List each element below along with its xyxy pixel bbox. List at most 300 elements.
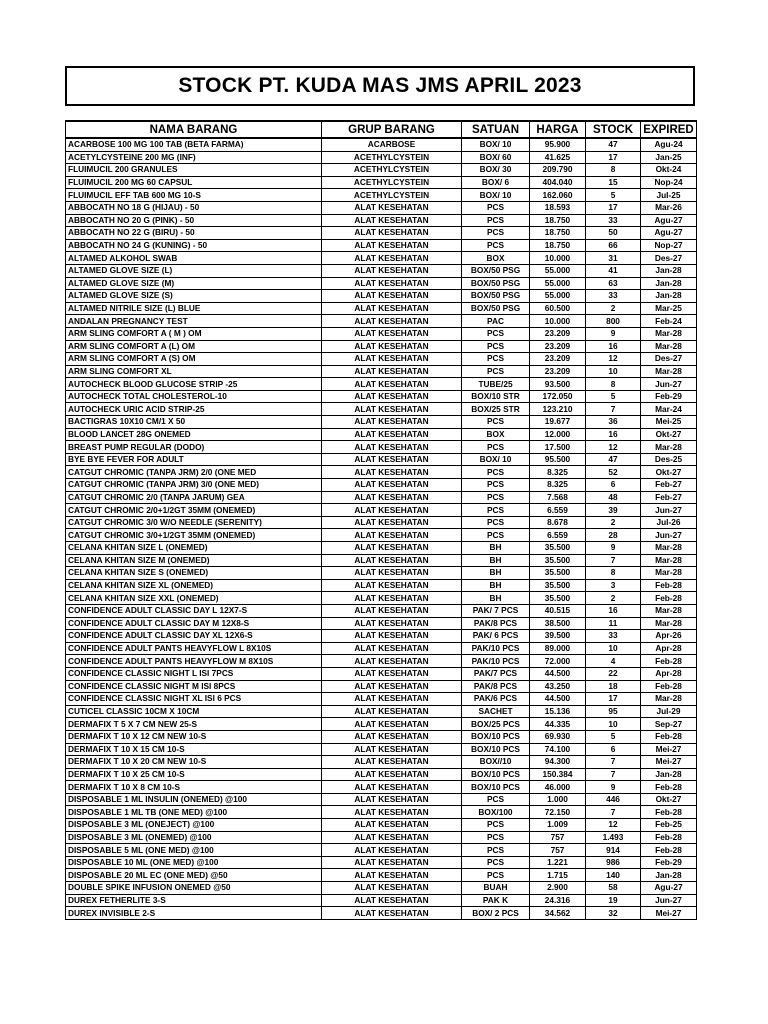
cell-grup-barang: ALAT KESEHATAN [322, 743, 462, 756]
cell-harga: 35.500 [530, 542, 586, 555]
cell-harga: 123.210 [530, 403, 586, 416]
cell-harga: 7.568 [530, 491, 586, 504]
cell-harga: 24.316 [530, 894, 586, 907]
header-grup-barang: GRUP BARANG [322, 121, 462, 138]
cell-grup-barang: ALAT KESEHATAN [322, 882, 462, 895]
cell-harga: 23.209 [530, 353, 586, 366]
table-row [66, 201, 697, 214]
cell-expired: Mar-28 [641, 327, 697, 340]
cell-harga: 74.100 [530, 743, 586, 756]
cell-stock: 12 [586, 819, 641, 832]
table-row [66, 680, 697, 693]
cell-satuan: BH [462, 579, 530, 592]
cell-satuan: PCS [462, 239, 530, 252]
cell-harga: 35.500 [530, 579, 586, 592]
cell-grup-barang: ALAT KESEHATAN [322, 617, 462, 630]
cell-grup-barang: ALAT KESEHATAN [322, 327, 462, 340]
cell-nama-barang: CELANA KHITAN SIZE L (ONEMED) [66, 542, 322, 555]
cell-nama-barang: FLUIMUCIL 200 MG 60 CAPSUL [66, 176, 322, 189]
table-row [66, 214, 697, 227]
cell-nama-barang: BACTIGRAS 10X10 CM/1 X 50 [66, 416, 322, 429]
table-row [66, 718, 697, 731]
cell-nama-barang: CATGUT CHROMIC 3/0+1/2GT 35MM (ONEMED) [66, 529, 322, 542]
table-row [66, 264, 697, 277]
document-title: STOCK PT. KUDA MAS JMS APRIL 2023 [178, 74, 582, 97]
cell-expired: Jan-28 [641, 768, 697, 781]
table-row [66, 831, 697, 844]
cell-nama-barang: DISPOSABLE 3 ML (ONEJECT) @100 [66, 819, 322, 832]
cell-harga: 44.500 [530, 667, 586, 680]
cell-grup-barang: ALAT KESEHATAN [322, 302, 462, 315]
cell-expired: Agu-27 [641, 214, 697, 227]
table-row [66, 907, 697, 920]
cell-grup-barang: ALAT KESEHATAN [322, 554, 462, 567]
cell-nama-barang: DUREX FETHERLITE 3-S [66, 894, 322, 907]
cell-harga: 46.000 [530, 781, 586, 794]
table-row [66, 756, 697, 769]
cell-satuan: BOX/50 PSG [462, 277, 530, 290]
table-row [66, 667, 697, 680]
table-row [66, 403, 697, 416]
cell-grup-barang: ALAT KESEHATAN [322, 378, 462, 391]
cell-harga: 757 [530, 831, 586, 844]
cell-stock: 140 [586, 869, 641, 882]
cell-satuan: PCS [462, 441, 530, 454]
table-row [66, 542, 697, 555]
cell-stock: 48 [586, 491, 641, 504]
cell-expired: Mar-24 [641, 403, 697, 416]
cell-harga: 150.384 [530, 768, 586, 781]
cell-satuan: PCS [462, 819, 530, 832]
cell-stock: 6 [586, 479, 641, 492]
cell-grup-barang: ALAT KESEHATAN [322, 579, 462, 592]
cell-expired: Jun-27 [641, 529, 697, 542]
cell-grup-barang: ALAT KESEHATAN [322, 756, 462, 769]
cell-expired: Sep-27 [641, 718, 697, 731]
cell-expired: Jan-25 [641, 151, 697, 164]
cell-nama-barang: FLUIMUCIL 200 GRANULES [66, 164, 322, 177]
table-row [66, 441, 697, 454]
table-row [66, 617, 697, 630]
cell-harga: 41.625 [530, 151, 586, 164]
cell-satuan: BOX/10 PCS [462, 768, 530, 781]
cell-satuan: PCS [462, 793, 530, 806]
cell-satuan: PAK/8 PCS [462, 617, 530, 630]
cell-grup-barang: ALAT KESEHATAN [322, 730, 462, 743]
cell-stock: 12 [586, 441, 641, 454]
cell-grup-barang: ALAT KESEHATAN [322, 705, 462, 718]
cell-stock: 28 [586, 529, 641, 542]
cell-expired: Mar-28 [641, 441, 697, 454]
cell-expired: Mar-28 [641, 340, 697, 353]
cell-grup-barang: ALAT KESEHATAN [322, 819, 462, 832]
header-expired: EXPIRED [641, 121, 697, 138]
cell-grup-barang: ALAT KESEHATAN [322, 680, 462, 693]
cell-harga: 44.500 [530, 693, 586, 706]
cell-stock: 33 [586, 630, 641, 643]
cell-satuan: PAK/ 7 PCS [462, 604, 530, 617]
cell-stock: 12 [586, 353, 641, 366]
cell-satuan: PCS [462, 844, 530, 857]
cell-expired: Mar-26 [641, 201, 697, 214]
cell-expired: Agu-24 [641, 138, 697, 151]
cell-grup-barang: ALAT KESEHATAN [322, 353, 462, 366]
cell-satuan: BH [462, 567, 530, 580]
cell-satuan: PCS [462, 504, 530, 517]
cell-stock: 914 [586, 844, 641, 857]
cell-stock: 16 [586, 428, 641, 441]
cell-harga: 19.677 [530, 416, 586, 429]
cell-expired: Des-25 [641, 453, 697, 466]
cell-nama-barang: DISPOSABLE 1 ML INSULIN (ONEMED) @100 [66, 793, 322, 806]
cell-stock: 8 [586, 567, 641, 580]
cell-satuan: BOX/ 30 [462, 164, 530, 177]
cell-satuan: PCS [462, 491, 530, 504]
cell-harga: 1.715 [530, 869, 586, 882]
cell-satuan: BOX/ 2 PCS [462, 907, 530, 920]
cell-nama-barang: BYE BYE FEVER FOR ADULT [66, 453, 322, 466]
cell-satuan: BOX/ 60 [462, 151, 530, 164]
header-stock: STOCK [586, 121, 641, 138]
cell-stock: 19 [586, 894, 641, 907]
cell-nama-barang: FLUIMUCIL EFF TAB 600 MG 10-S [66, 189, 322, 202]
cell-nama-barang: DERMAFIX T 10 X 12 CM NEW 10-S [66, 730, 322, 743]
cell-expired: Mar-28 [641, 617, 697, 630]
cell-harga: 18.593 [530, 201, 586, 214]
cell-harga: 35.500 [530, 592, 586, 605]
cell-nama-barang: DERMAFIX T 10 X 15 CM 10-S [66, 743, 322, 756]
cell-stock: 33 [586, 214, 641, 227]
cell-stock: 15 [586, 176, 641, 189]
cell-nama-barang: AUTOCHECK URIC ACID STRIP-25 [66, 403, 322, 416]
cell-nama-barang: CELANA KHITAN SIZE XL (ONEMED) [66, 579, 322, 592]
cell-expired: Mar-28 [641, 567, 697, 580]
cell-satuan: PAK/7 PCS [462, 667, 530, 680]
cell-satuan: PCS [462, 214, 530, 227]
cell-satuan: BOX/10 STR [462, 390, 530, 403]
cell-harga: 55.000 [530, 264, 586, 277]
cell-stock: 18 [586, 680, 641, 693]
cell-harga: 10.000 [530, 315, 586, 328]
cell-stock: 10 [586, 718, 641, 731]
cell-stock: 2 [586, 592, 641, 605]
cell-harga: 18.750 [530, 214, 586, 227]
cell-stock: 10 [586, 365, 641, 378]
table-row [66, 844, 697, 857]
table-row [66, 239, 697, 252]
table-row [66, 579, 697, 592]
header-nama-barang: NAMA BARANG [66, 121, 322, 138]
cell-expired: Feb-24 [641, 315, 697, 328]
cell-harga: 1.221 [530, 856, 586, 869]
cell-expired: Feb-29 [641, 856, 697, 869]
cell-satuan: BUAH [462, 882, 530, 895]
cell-nama-barang: CATGUT CHROMIC 3/0 W/O NEEDLE (SERENITY) [66, 516, 322, 529]
cell-stock: 95 [586, 705, 641, 718]
table-row [66, 554, 697, 567]
cell-grup-barang: ALAT KESEHATAN [322, 264, 462, 277]
cell-expired: Feb-25 [641, 819, 697, 832]
table-row [66, 604, 697, 617]
cell-harga: 43.250 [530, 680, 586, 693]
cell-expired: Mar-28 [641, 365, 697, 378]
cell-stock: 47 [586, 453, 641, 466]
cell-satuan: PCS [462, 466, 530, 479]
cell-satuan: BH [462, 592, 530, 605]
cell-expired: Mar-28 [641, 604, 697, 617]
cell-grup-barang: ALAT KESEHATAN [322, 806, 462, 819]
cell-expired: Apr-26 [641, 630, 697, 643]
document-title-box [65, 66, 695, 106]
cell-nama-barang: CONFIDENCE ADULT CLASSIC DAY M 12X8-S [66, 617, 322, 630]
cell-expired: Jul-29 [641, 705, 697, 718]
cell-grup-barang: ALAT KESEHATAN [322, 718, 462, 731]
cell-expired: Mei-27 [641, 907, 697, 920]
cell-satuan: PCS [462, 327, 530, 340]
table-row [66, 164, 697, 177]
cell-expired: Feb-28 [641, 781, 697, 794]
cell-nama-barang: DISPOSABLE 5 ML (ONE MED) @100 [66, 844, 322, 857]
cell-nama-barang: ARM SLING COMFORT A ( M ) OM [66, 327, 322, 340]
cell-grup-barang: ALAT KESEHATAN [322, 340, 462, 353]
cell-expired: Feb-28 [641, 655, 697, 668]
cell-stock: 66 [586, 239, 641, 252]
cell-harga: 17.500 [530, 441, 586, 454]
cell-satuan: BOX/ 10 [462, 453, 530, 466]
cell-nama-barang: ANDALAN PREGNANCY TEST [66, 315, 322, 328]
cell-expired: Nop-27 [641, 239, 697, 252]
table-row [66, 390, 697, 403]
cell-nama-barang: DISPOSABLE 10 ML (ONE MED) @100 [66, 856, 322, 869]
cell-grup-barang: ALAT KESEHATAN [322, 642, 462, 655]
cell-grup-barang: ALAT KESEHATAN [322, 453, 462, 466]
cell-grup-barang: ALAT KESEHATAN [322, 277, 462, 290]
cell-expired: Des-27 [641, 252, 697, 265]
cell-nama-barang: CELANA KHITAN SIZE XXL (ONEMED) [66, 592, 322, 605]
table-row [66, 529, 697, 542]
cell-stock: 32 [586, 907, 641, 920]
cell-stock: 7 [586, 806, 641, 819]
cell-stock: 9 [586, 327, 641, 340]
cell-expired: Okt-27 [641, 466, 697, 479]
cell-nama-barang: ALTAMED ALKOHOL SWAB [66, 252, 322, 265]
cell-nama-barang: ALTAMED GLOVE SIZE (S) [66, 290, 322, 303]
cell-nama-barang: CONFIDENCE CLASSIC NIGHT M ISI 8PCS [66, 680, 322, 693]
table-row [66, 290, 697, 303]
cell-expired: Jan-28 [641, 277, 697, 290]
table-row [66, 491, 697, 504]
cell-harga: 162.060 [530, 189, 586, 202]
table-row [66, 642, 697, 655]
cell-nama-barang: AUTOCHECK TOTAL CHOLESTEROL-10 [66, 390, 322, 403]
cell-grup-barang: ALAT KESEHATAN [322, 542, 462, 555]
cell-satuan: BOX//10 [462, 756, 530, 769]
cell-satuan: PCS [462, 416, 530, 429]
cell-satuan: BOX/ 10 [462, 138, 530, 151]
cell-nama-barang: DERMAFIX T 10 X 25 CM 10-S [66, 768, 322, 781]
cell-grup-barang: ALAT KESEHATAN [322, 667, 462, 680]
table-row [66, 327, 697, 340]
cell-expired: Feb-28 [641, 592, 697, 605]
cell-nama-barang: CONFIDENCE ADULT CLASSIC DAY L 12X7-S [66, 604, 322, 617]
cell-satuan: PCS [462, 856, 530, 869]
cell-stock: 7 [586, 403, 641, 416]
cell-expired: Mei-27 [641, 756, 697, 769]
cell-nama-barang: DISPOSABLE 20 ML EC (ONE MED) @50 [66, 869, 322, 882]
cell-grup-barang: ALAT KESEHATAN [322, 416, 462, 429]
cell-nama-barang: DISPOSABLE 3 ML (ONEMED) @100 [66, 831, 322, 844]
cell-harga: 35.500 [530, 554, 586, 567]
cell-nama-barang: DUREX INVISIBLE 2-S [66, 907, 322, 920]
cell-satuan: PCS [462, 479, 530, 492]
cell-expired: Feb-28 [641, 579, 697, 592]
cell-satuan: PAK/ 6 PCS [462, 630, 530, 643]
cell-stock: 9 [586, 781, 641, 794]
cell-expired: Des-27 [641, 353, 697, 366]
table-row [66, 693, 697, 706]
cell-stock: 2 [586, 516, 641, 529]
cell-grup-barang: ALAT KESEHATAN [322, 239, 462, 252]
cell-satuan: BOX/50 PSG [462, 290, 530, 303]
header-satuan: SATUAN [462, 121, 530, 138]
table-row [66, 302, 697, 315]
cell-satuan: PCS [462, 201, 530, 214]
stock-table [65, 120, 697, 920]
cell-grup-barang: ALAT KESEHATAN [322, 768, 462, 781]
cell-grup-barang: ALAT KESEHATAN [322, 479, 462, 492]
cell-expired: Mei-25 [641, 416, 697, 429]
cell-harga: 72.000 [530, 655, 586, 668]
table-row [66, 743, 697, 756]
cell-nama-barang: ALTAMED GLOVE SIZE (L) [66, 264, 322, 277]
cell-nama-barang: ABBOCATH NO 18 G (HIJAU) - 50 [66, 201, 322, 214]
cell-satuan: PCS [462, 340, 530, 353]
table-row [66, 793, 697, 806]
cell-grup-barang: ACETHYLCYSTEIN [322, 176, 462, 189]
cell-expired: Okt-27 [641, 793, 697, 806]
cell-stock: 39 [586, 504, 641, 517]
cell-expired: Jun-27 [641, 894, 697, 907]
cell-satuan: PAK/10 PCS [462, 642, 530, 655]
cell-satuan: PAK/8 PCS [462, 680, 530, 693]
cell-satuan: PAK/6 PCS [462, 693, 530, 706]
cell-expired: Feb-28 [641, 680, 697, 693]
cell-harga: 23.209 [530, 327, 586, 340]
cell-satuan: BOX/25 PCS [462, 718, 530, 731]
cell-harga: 757 [530, 844, 586, 857]
cell-satuan: PAK/10 PCS [462, 655, 530, 668]
cell-nama-barang: CATGUT CHROMIC 2/0 (TANPA JARUM) GEA [66, 491, 322, 504]
cell-satuan: BH [462, 554, 530, 567]
cell-harga: 15.136 [530, 705, 586, 718]
table-header-row [66, 121, 697, 138]
cell-grup-barang: ALAT KESEHATAN [322, 831, 462, 844]
cell-satuan: PCS [462, 365, 530, 378]
cell-stock: 986 [586, 856, 641, 869]
table-row [66, 856, 697, 869]
cell-satuan: PCS [462, 353, 530, 366]
cell-expired: Feb-28 [641, 844, 697, 857]
cell-harga: 23.209 [530, 365, 586, 378]
cell-stock: 2 [586, 302, 641, 315]
cell-satuan: PCS [462, 516, 530, 529]
cell-expired: Agu-27 [641, 227, 697, 240]
cell-stock: 47 [586, 138, 641, 151]
cell-grup-barang: ALAT KESEHATAN [322, 504, 462, 517]
cell-harga: 8.678 [530, 516, 586, 529]
table-row [66, 378, 697, 391]
cell-harga: 2.900 [530, 882, 586, 895]
cell-harga: 172.050 [530, 390, 586, 403]
cell-nama-barang: CATGUT CHROMIC 2/0+1/2GT 35MM (ONEMED) [66, 504, 322, 517]
cell-harga: 12.000 [530, 428, 586, 441]
cell-stock: 52 [586, 466, 641, 479]
cell-grup-barang: ALAT KESEHATAN [322, 793, 462, 806]
cell-grup-barang: ALAT KESEHATAN [322, 869, 462, 882]
cell-expired: Mei-27 [641, 743, 697, 756]
table-row [66, 479, 697, 492]
table-row [66, 730, 697, 743]
cell-grup-barang: ALAT KESEHATAN [322, 567, 462, 580]
cell-nama-barang: CELANA KHITAN SIZE M (ONEMED) [66, 554, 322, 567]
cell-stock: 5 [586, 390, 641, 403]
cell-harga: 60.500 [530, 302, 586, 315]
cell-stock: 36 [586, 416, 641, 429]
cell-harga: 40.515 [530, 604, 586, 617]
cell-stock: 16 [586, 340, 641, 353]
cell-grup-barang: ALAT KESEHATAN [322, 290, 462, 303]
cell-stock: 58 [586, 882, 641, 895]
cell-grup-barang: ALAT KESEHATAN [322, 227, 462, 240]
cell-satuan: BOX/10 PCS [462, 730, 530, 743]
cell-stock: 8 [586, 378, 641, 391]
cell-nama-barang: DERMAFIX T 10 X 8 CM 10-S [66, 781, 322, 794]
cell-nama-barang: ALTAMED NITRILE SIZE (L) BLUE [66, 302, 322, 315]
cell-grup-barang: ALAT KESEHATAN [322, 466, 462, 479]
cell-stock: 5 [586, 730, 641, 743]
cell-nama-barang: AUTOCHECK BLOOD GLUCOSE STRIP -25 [66, 378, 322, 391]
cell-nama-barang: CELANA KHITAN SIZE S (ONEMED) [66, 567, 322, 580]
cell-expired: Feb-27 [641, 491, 697, 504]
table-row [66, 353, 697, 366]
cell-harga: 1.000 [530, 793, 586, 806]
header-harga: HARGA [530, 121, 586, 138]
cell-nama-barang: ARM SLING COMFORT A (S) OM [66, 353, 322, 366]
cell-expired: Jan-28 [641, 264, 697, 277]
cell-nama-barang: DISPOSABLE 1 ML TB (ONE MED) @100 [66, 806, 322, 819]
cell-satuan: BOX/10 PCS [462, 743, 530, 756]
cell-stock: 31 [586, 252, 641, 265]
cell-satuan: PCS [462, 227, 530, 240]
table-row [66, 705, 697, 718]
table-row [66, 315, 697, 328]
cell-grup-barang: ALAT KESEHATAN [322, 252, 462, 265]
cell-harga: 8.325 [530, 479, 586, 492]
cell-stock: 7 [586, 756, 641, 769]
cell-nama-barang: ABBOCATH NO 22 G (BIRU) - 50 [66, 227, 322, 240]
table-row [66, 655, 697, 668]
cell-stock: 800 [586, 315, 641, 328]
table-row [66, 894, 697, 907]
cell-stock: 17 [586, 201, 641, 214]
cell-stock: 446 [586, 793, 641, 806]
cell-expired: Okt-24 [641, 164, 697, 177]
cell-stock: 17 [586, 151, 641, 164]
cell-nama-barang: ARM SLING COMFORT XL [66, 365, 322, 378]
cell-stock: 6 [586, 743, 641, 756]
table-row [66, 516, 697, 529]
cell-expired: Mar-28 [641, 693, 697, 706]
